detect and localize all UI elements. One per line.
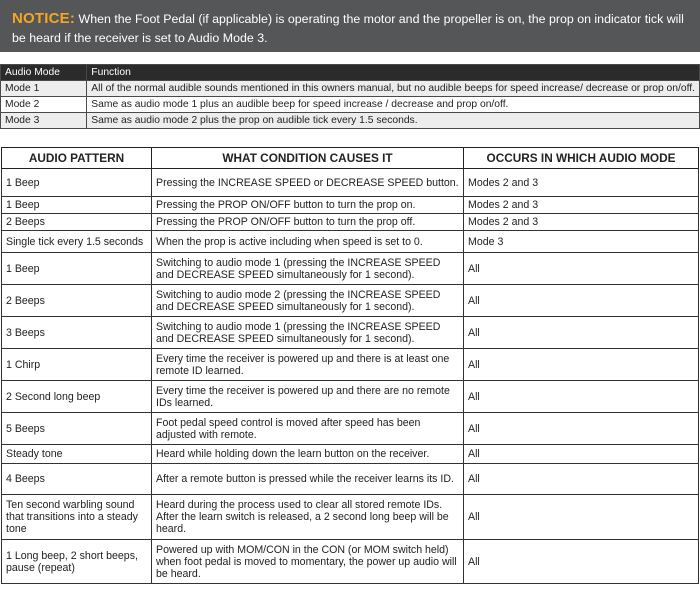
modes-cell-mode: Mode 2: [1, 97, 87, 113]
cell-mode: All: [464, 317, 699, 349]
cell-mode: Modes 2 and 3: [464, 169, 699, 197]
audio-header-row: [2, 148, 699, 169]
cell-condition: Pressing the PROP ON/OFF button to turn the prop off.: [152, 214, 464, 231]
table-row: [2, 464, 699, 495]
table-row: [2, 317, 699, 349]
cell-mode: All: [464, 381, 699, 413]
cell-mode: Mode 3: [464, 231, 699, 253]
modes-cell-function: Same as audio mode 2 plus the prop on audible tick every 1.5 seconds.: [87, 113, 700, 129]
table-row: [2, 197, 699, 214]
header-audio-mode: OCCURS IN WHICH AUDIO MODE: [464, 148, 699, 169]
cell-condition: Switching to audio mode 2 (pressing the INCREASE SPEED and DECREASE SPEED simultaneously for 1 second).: [152, 285, 464, 317]
notice-label: NOTICE:: [12, 10, 76, 27]
cell-pattern: 1 Long beep, 2 short beeps, pause (repeat): [2, 540, 152, 584]
cell-pattern: 2 Beeps: [2, 214, 152, 231]
modes-cell-function: All of the normal audible sounds mentioned in this owners manual, but no audible beeps for speed increase/ decrease or prop on/off.: [87, 81, 700, 97]
table-row: [2, 349, 699, 381]
table-row: [2, 169, 699, 197]
table-row: [2, 231, 699, 253]
cell-mode: All: [464, 464, 699, 495]
header-audio-pattern: AUDIO PATTERN: [2, 148, 152, 169]
modes-row: [1, 81, 700, 97]
modes-cell-mode: Mode 3: [1, 113, 87, 129]
cell-pattern: Single tick every 1.5 seconds: [2, 231, 152, 253]
cell-condition: Heard during the process used to clear all stored remote IDs. After the learn switch is released, a 2 second long beep will be heard.: [152, 495, 464, 540]
cell-condition: Pressing the INCREASE SPEED or DECREASE SPEED button.: [152, 169, 464, 197]
cell-pattern: 2 Second long beep: [2, 381, 152, 413]
modes-cell-function: Same as audio mode 1 plus an audible beep for speed increase / decrease and prop on/off.: [87, 97, 700, 113]
table-row: [2, 214, 699, 231]
cell-condition: Heard while holding down the learn button on the receiver.: [152, 445, 464, 464]
modes-header-function: Function: [87, 65, 700, 81]
cell-condition: Every time the receiver is powered up and there is at least one remote ID learned.: [152, 349, 464, 381]
cell-pattern: 5 Beeps: [2, 413, 152, 445]
modes-header-row: [1, 65, 700, 81]
cell-mode: All: [464, 413, 699, 445]
cell-pattern: 2 Beeps: [2, 285, 152, 317]
cell-condition: Switching to audio mode 1 (pressing the INCREASE SPEED and DECREASE SPEED simultaneously for 1 second).: [152, 253, 464, 285]
cell-pattern: Steady tone: [2, 445, 152, 464]
notice-text: When the Foot Pedal (if applicable) is operating the motor and the propeller is on, the prop on indicator tick will be heard if the receiver is set to Audio Mode 3.: [12, 12, 684, 45]
modes-header-mode: Audio Mode: [1, 65, 87, 81]
cell-pattern: Ten second warbling sound that transitions into a steady tone: [2, 495, 152, 540]
header-condition: WHAT CONDITION CAUSES IT: [152, 148, 464, 169]
table-row: [2, 495, 699, 540]
cell-pattern: 1 Beep: [2, 169, 152, 197]
table-row: [2, 413, 699, 445]
cell-pattern: 1 Beep: [2, 253, 152, 285]
cell-condition: Powered up with MOM/CON in the CON (or MOM switch held) when foot pedal is moved to momentary, the power up audio will be heard.: [152, 540, 464, 584]
modes-cell-mode: Mode 1: [1, 81, 87, 97]
cell-mode: All: [464, 495, 699, 540]
cell-mode: Modes 2 and 3: [464, 197, 699, 214]
table-row: [2, 285, 699, 317]
cell-mode: All: [464, 253, 699, 285]
cell-condition: Every time the receiver is powered up and there are no remote IDs learned.: [152, 381, 464, 413]
cell-pattern: 1 Chirp: [2, 349, 152, 381]
cell-mode: Modes 2 and 3: [464, 214, 699, 231]
cell-condition: When the prop is active including when speed is set to 0.: [152, 231, 464, 253]
cell-mode: All: [464, 540, 699, 584]
cell-pattern: 1 Beep: [2, 197, 152, 214]
table-row: [2, 540, 699, 584]
cell-pattern: 3 Beeps: [2, 317, 152, 349]
cell-condition: Foot pedal speed control is moved after speed has been adjusted with remote.: [152, 413, 464, 445]
cell-condition: After a remote button is pressed while the receiver learns its ID.: [152, 464, 464, 495]
modes-row: [1, 113, 700, 129]
cell-mode: All: [464, 445, 699, 464]
modes-row: [1, 97, 700, 113]
cell-pattern: 4 Beeps: [2, 464, 152, 495]
table-row: [2, 253, 699, 285]
audio-modes-table: [0, 64, 700, 129]
cell-mode: All: [464, 285, 699, 317]
audio-patterns-table: [1, 147, 699, 584]
cell-mode: All: [464, 349, 699, 381]
notice-banner: [0, 0, 700, 52]
table-row: [2, 381, 699, 413]
cell-condition: Pressing the PROP ON/OFF button to turn the prop on.: [152, 197, 464, 214]
table-row: [2, 445, 699, 464]
cell-condition: Switching to audio mode 1 (pressing the INCREASE SPEED and DECREASE SPEED simultaneously for 1 second).: [152, 317, 464, 349]
